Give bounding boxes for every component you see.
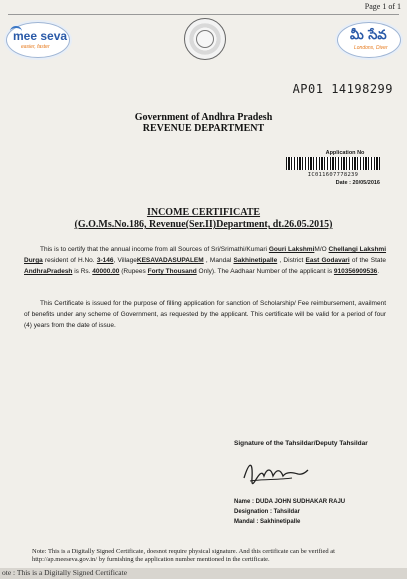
para-text: is Rs. <box>74 268 91 275</box>
para-text: , Village <box>113 257 137 264</box>
para-text: , Mandal <box>205 257 232 264</box>
para-text: . <box>377 268 380 275</box>
mee-seva-telugu-logo-icon <box>337 22 401 58</box>
signatory-name: Name : DUDA JOHN SUDHAKAR RAJU <box>234 499 346 505</box>
signatory-details <box>234 497 345 527</box>
signatory-designation: Designation : Tahsildar <box>234 509 300 515</box>
left-logo-tagline: easier, faster <box>21 44 50 50</box>
left-logo-text: mee seva <box>13 29 68 43</box>
serial-number: AP01 14198299 <box>292 82 393 96</box>
application-label: Application No <box>325 150 365 156</box>
certificate-title: INCOME CERTIFICATE <box>146 207 261 218</box>
top-divider <box>8 14 399 15</box>
barcode-icon <box>286 157 380 170</box>
signature-label: Signature of the Tahsildar/Deputy Tahsildar <box>234 440 368 447</box>
security-pattern <box>0 64 407 78</box>
right-logo-text: మీ సేవ <box>350 28 387 43</box>
application-number: IC011607778239 <box>307 172 359 178</box>
applicant-name: Gouri Lakshmi <box>268 246 315 253</box>
signatory-mandal: Mandal : Sakhinetipalle <box>234 519 301 525</box>
para-text: M/O <box>314 246 327 253</box>
mee-seva-logo-icon <box>6 22 70 58</box>
application-date: Date : 20/05/2016 <box>335 180 380 186</box>
village-name: KESAVADASUPALEM <box>136 257 204 264</box>
certification-paragraph <box>24 244 386 277</box>
bottom-strip-text: ote : This is a Digitally Signed Certificate <box>2 568 128 577</box>
emblem-center <box>196 30 214 48</box>
para-text: resident of H.No. <box>45 257 95 264</box>
department-heading: REVENUE DEPARTMENT <box>142 123 265 134</box>
purpose-text: This Certificate is issued for the purpose of filling application for sanction of Scholarship/ Fee reimbursement, availment of benefits under any scheme of Government, as requested by the applicant. This certificate will be valid for a period of four (4) years from the date of issue. <box>24 300 386 329</box>
house-number: 3-146 <box>96 257 114 264</box>
state-emblem-icon <box>184 18 226 60</box>
page-number: Page 1 of 1 <box>364 2 401 11</box>
para-text: of the State <box>351 257 386 264</box>
state-name: AndhraPradesh <box>24 268 73 275</box>
bottom-overlap-strip <box>0 568 407 579</box>
mandal-name: Sakhinetipalle <box>233 257 278 264</box>
signature-icon <box>240 454 310 486</box>
para-text: Only). The Aadhaar Number of the applicant is <box>198 268 333 275</box>
right-logo-tagline: Londons, Diver <box>354 45 388 51</box>
para-text: , District <box>279 257 304 264</box>
government-order-reference: (G.O.Ms.No.186, Revenue(Ser.II)Department, dt.26.05.2015) <box>74 219 333 230</box>
purpose-paragraph <box>24 298 386 331</box>
income-amount-words: Forty Thousand <box>147 268 197 275</box>
para-text: (Rupees <box>121 268 146 275</box>
income-amount: 40000.00 <box>92 268 120 275</box>
verification-note: Note: This is a Digitally Signed Certificate, doesnot require physical signature. And this certificate can be verified at http://ap.meeseva.gov.in/ by furnishing the application number mentioned in the certificate. <box>32 548 335 563</box>
district-name: East Godavari <box>305 257 350 264</box>
government-heading: Government of Andhra Pradesh <box>134 112 273 123</box>
aadhaar-number: 910356909536 <box>333 268 378 275</box>
relative-name: Chellangi Lakshmi Durga <box>24 246 387 264</box>
para-text: This is to certify that the annual income from all Sources of Sri/Srimathi/Kumari <box>40 246 267 253</box>
